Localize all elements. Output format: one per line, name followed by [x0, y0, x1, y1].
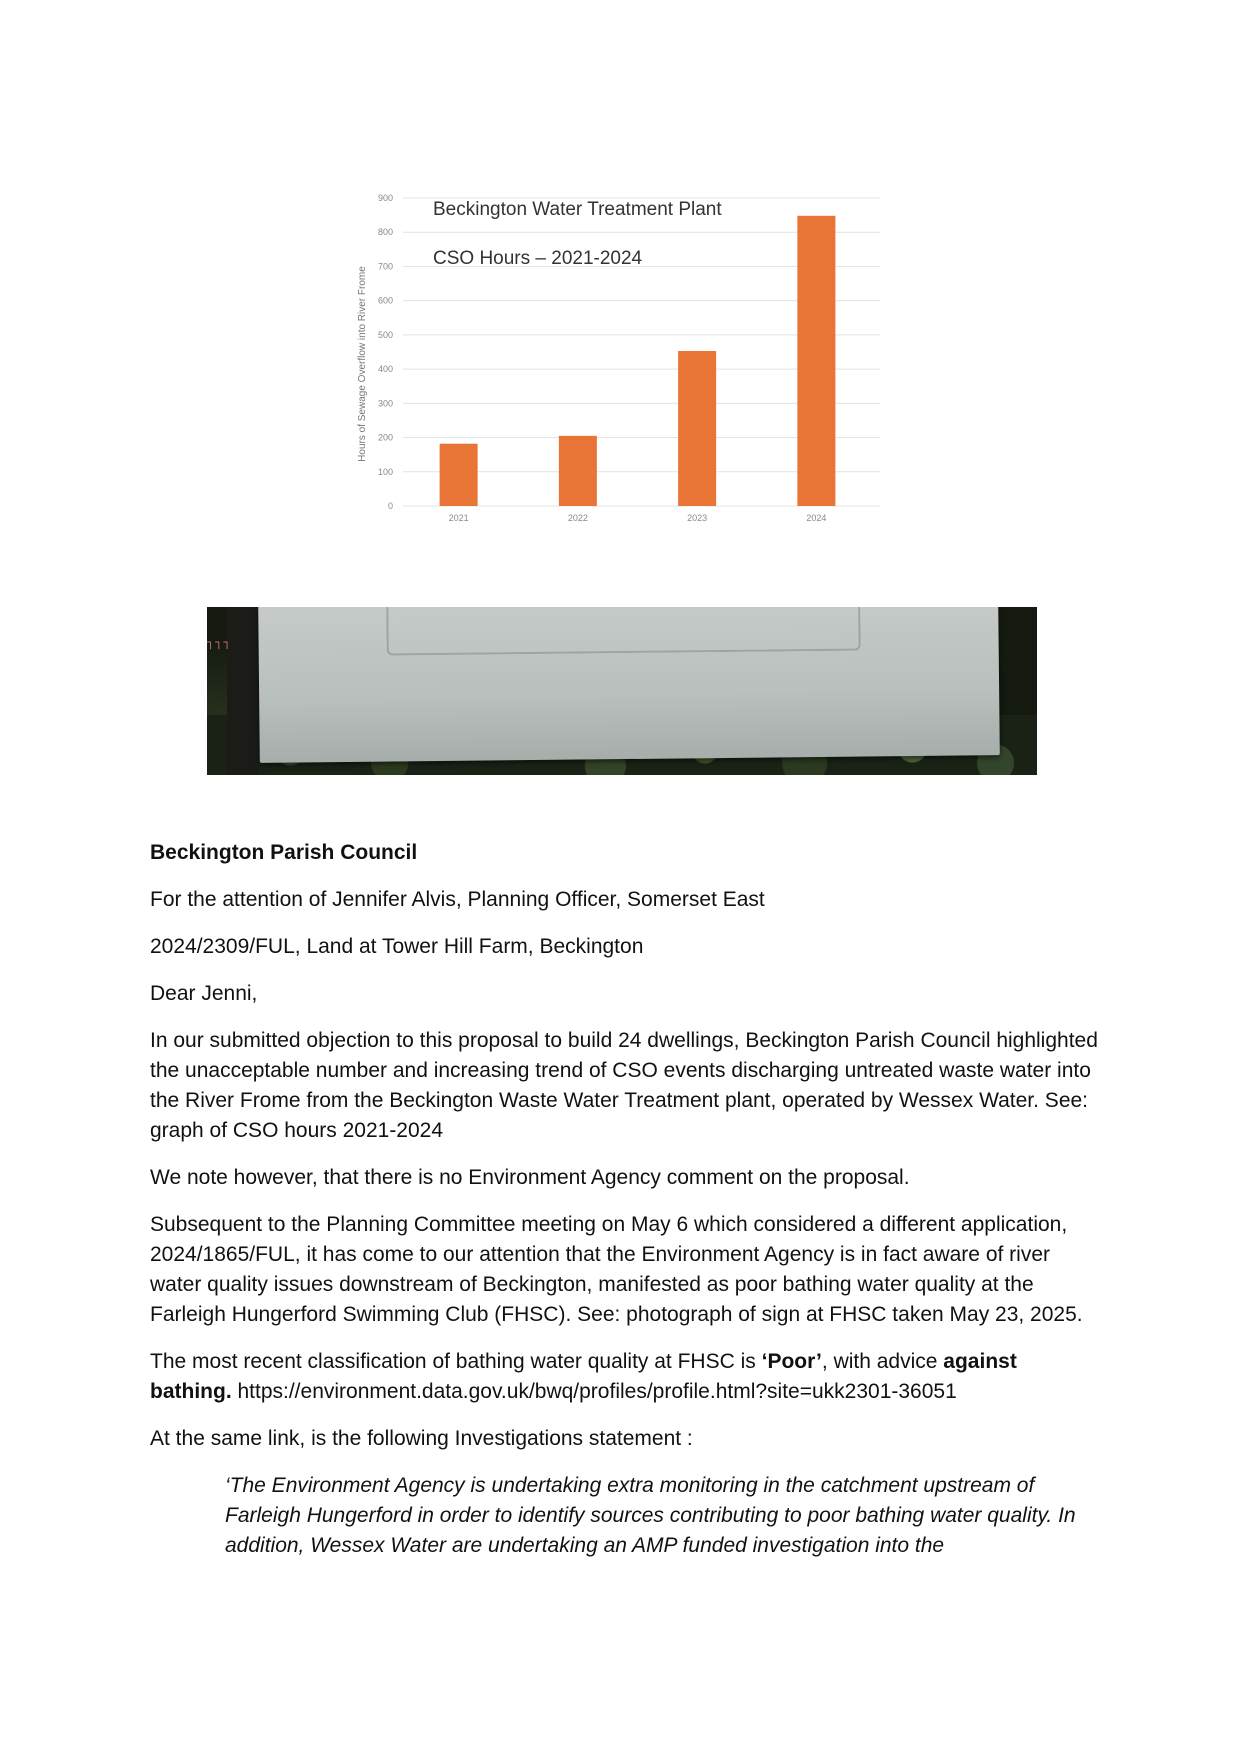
para4-text-a: The most recent classification of bathing water quality at FHSC is [150, 1350, 762, 1373]
cso-hours-bar-chart [355, 188, 895, 558]
chart-y-axis-label: Hours of Sewage Overflow into River Frome [357, 266, 368, 462]
letter-paragraph-5: At the same link, is the following Investigations statement : [150, 1427, 693, 1450]
y-tick-label: 300 [377, 398, 393, 409]
x-tick-label: 2024 [806, 513, 827, 523]
y-tick-label: 600 [377, 295, 393, 306]
x-tick-label: 2022 [567, 513, 588, 523]
letter-reference: 2024/2309/FUL, Land at Tower Hill Farm, Beckington [150, 935, 644, 958]
letter-heading: Beckington Parish Council [150, 841, 418, 864]
letter-paragraph-2: We note however, that there is no Environment Agency comment on the proposal. [150, 1166, 910, 1189]
bar-2021 [440, 444, 478, 506]
sign-photograph [207, 607, 1037, 775]
x-tick-label: 2021 [448, 513, 469, 523]
y-tick-label: 900 [377, 193, 393, 203]
bar-2023 [678, 351, 716, 506]
poor-classification: ‘Poor’ [761, 1350, 822, 1373]
y-tick-label: 700 [377, 261, 393, 272]
bar-2022 [559, 436, 597, 506]
sign-board [258, 607, 1000, 763]
y-tick-label: 200 [377, 432, 393, 443]
para4-text-b: , with advice [821, 1350, 944, 1373]
letter-paragraph-3: Subsequent to the Planning Committee meeting on May 6 which considered a different application, 2024/1865/FUL, it has come to our attention that the Environment Agency is in fact aware of river water quality issues downstream of Beckington, manifested as poor bathing water quality at the Farleigh Hungerford Swimming Club (FHSC). See: photograph of sign at FHSC taken May 23, 2025. [150, 1213, 1083, 1326]
y-tick-label: 400 [377, 364, 393, 375]
chart-y-tick-labels [378, 193, 393, 511]
letter-body [150, 838, 1100, 1578]
chart-subtitle: CSO Hours – 2021-2024 [433, 248, 643, 269]
y-tick-label: 800 [377, 227, 393, 238]
photo-sign-glyphs: ┐┐┐ [207, 635, 232, 649]
letter-attention: For the attention of Jennifer Alvis, Planning Officer, Somerset East [150, 888, 765, 911]
chart-x-tick-labels [449, 513, 827, 523]
y-tick-label: 0 [387, 501, 393, 511]
y-tick-label: 500 [377, 329, 393, 340]
letter-salutation: Dear Jenni, [150, 982, 258, 1005]
against-bathing: against bathing. [150, 1350, 1017, 1403]
y-tick-label: 100 [377, 466, 393, 477]
x-tick-label: 2023 [687, 513, 708, 523]
sign-board-panel [386, 607, 861, 656]
investigations-quote: ‘The Environment Agency is undertaking extra monitoring in the catchment upstream of Farleigh Hungerford in order to identify sources contributing to poor bathing water quality. In addition, Wessex Water are undertaking an AMP funded investigation into the [225, 1474, 1076, 1557]
letter-paragraph-4 [150, 1347, 1100, 1407]
bwq-profile-link[interactable]: https://environment.data.gov.uk/bwq/profiles/profile.html?site=ukk2301-36051 [231, 1380, 957, 1403]
letter-paragraph-1: In our submitted objection to this proposal to build 24 dwellings, Beckington Parish Council highlighted the unacceptable number and increasing trend of CSO events discharging untreated waste water into the River Frome from the Beckington Waste Water Treatment plant, operated by Wessex Water. See: graph of CSO hours 2021-2024 [150, 1029, 1098, 1142]
bar-2024 [797, 216, 835, 506]
sign-post [227, 607, 259, 775]
chart-title: Beckington Water Treatment Plant [433, 199, 722, 220]
